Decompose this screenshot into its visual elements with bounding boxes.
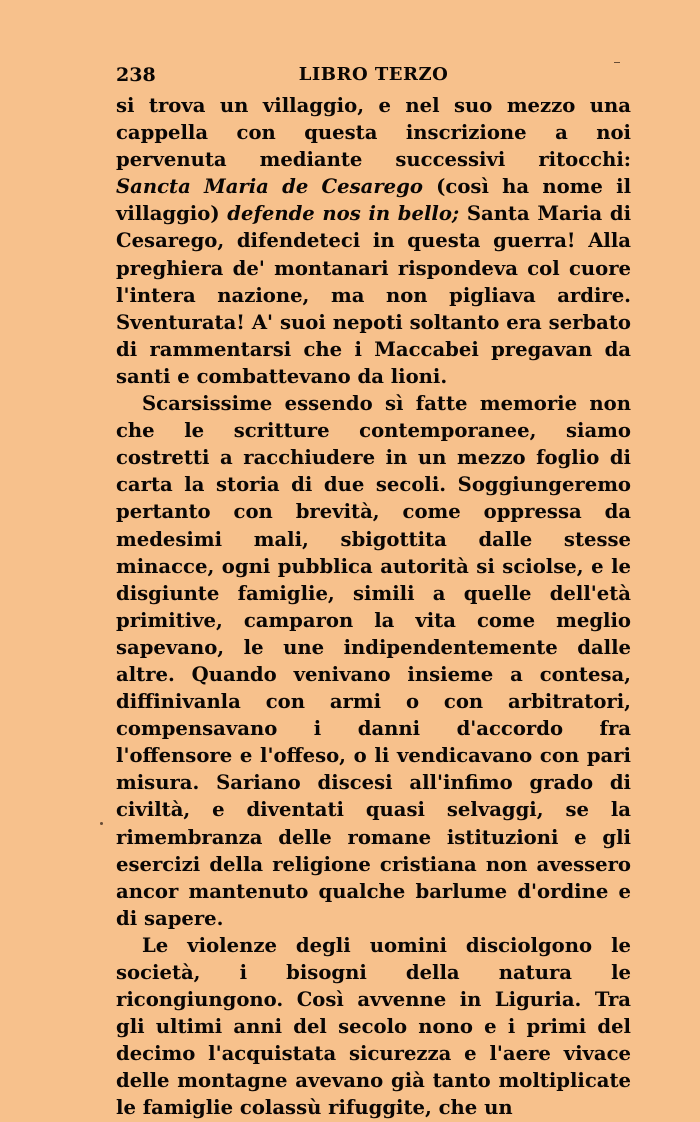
running-title: LIBRO TERZO (298, 64, 449, 85)
running-head (116, 64, 631, 90)
text-run: Santa Maria di Cesarego, difendeteci in questa guerra! Alla preghiera de' montanari rispondeva col cuore l'intera nazione, ma non pigliava ardire. Sventurata! A' suoi nepoti soltanto era serbato di rammentarsi che i Maccabei pregavan da santi e combattevano da lioni. (116, 202, 632, 388)
paragraph (116, 390, 631, 932)
paragraph (116, 932, 631, 1122)
margin-speck (614, 62, 620, 63)
italic-text: Sancta Maria de Cesarego (116, 175, 423, 199)
text-run: Scarsissime essendo sì fatte memorie non che le scritture contemporanee, siamo costretti a racchiudere in un mezzo foglio di carta la storia di due secoli. Soggiungeremo pertanto con brevità, come oppressa da medesimi mali, sbigottita dalle stesse minacce, ogni pubblica autorità si sciolse, e le disgiunte famiglie, simili a quelle dell'età primitive, camparon la vita come meglio sapevano, le une indipendentemente dalle altre. Quando venivano insieme a contesa, diffinivanla con armi o con arbitratori, compensavano i danni d'accordo fra l'offensore e l'offeso, o li vendicavano con pari misura. Sariano discesi all'infimo grado di civiltà, e diventati quasi selvaggi, se la rimembranza delle romane istituzioni e gli esercizi della religione cristiana non avessero ancor mantenuto qualche barlume d'ordine e di sapere. (116, 392, 631, 930)
text-run: si trova un villaggio, e nel suo mezzo una cappella con questa inscrizione a noi pervenuta mediante successivi ritocchi: (116, 94, 631, 172)
margin-speck (100, 822, 103, 825)
text-run: Le violenze degli uomini disciolgono le società, i bisogni della natura le ricongiungono. Così avvenne in Liguria. Tra gli ultimi anni del secolo nono e i primi del decimo l'acquistata sicurezza e l'aere vivace delle montagne avevano già tanto moltiplicate le famiglie colassù rifuggite, che un (116, 933, 631, 1120)
text-run: (così ha nome il villaggio) (116, 175, 632, 226)
italic-text: defende nos in bello; (227, 202, 460, 226)
page-number: 238 (116, 64, 156, 86)
body-text (116, 92, 631, 1122)
paragraph (116, 92, 631, 390)
